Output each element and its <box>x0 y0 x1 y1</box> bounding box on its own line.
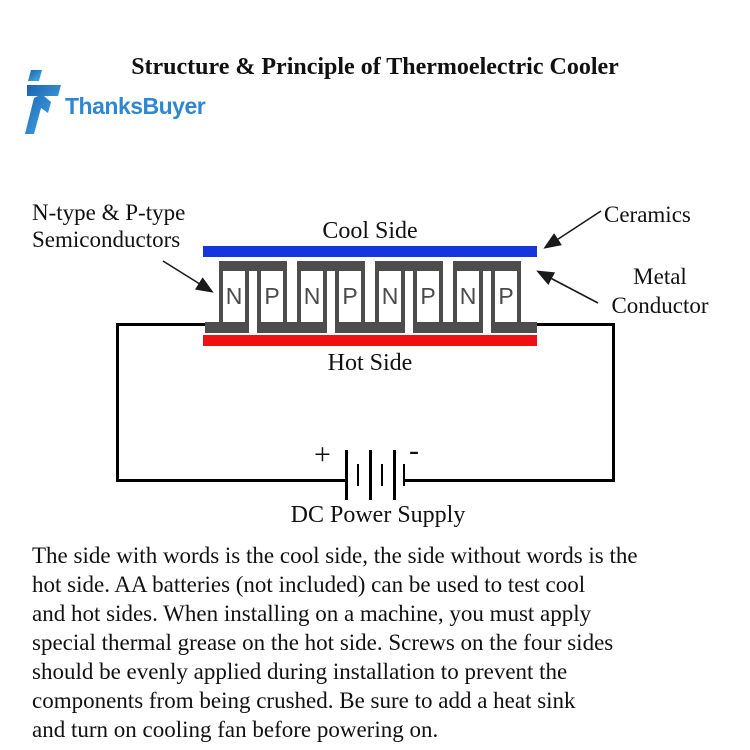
circuit-wire-bottom-right <box>403 479 615 482</box>
semiconductor-block-n: N <box>219 271 249 322</box>
dc-power-supply-label: DC Power Supply <box>290 502 466 528</box>
description-line: and turn on cooling fan before powering on. <box>32 717 439 742</box>
battery-plate-short <box>357 464 359 486</box>
description-line: and hot sides. When installing on a machine, you must apply <box>32 601 592 626</box>
description-line: should be evenly applied during installation to prevent the <box>32 659 568 684</box>
cool-side-ceramic-bar <box>203 246 537 257</box>
description-line: hot side. AA batteries (not included) can be used to test cool <box>32 572 586 597</box>
semiconductor-block-p: P <box>413 271 443 322</box>
battery-plate-long <box>345 450 348 500</box>
top-metal-conductor <box>453 261 521 271</box>
battery-plate-long <box>369 450 372 500</box>
battery-plus-sign: + <box>314 438 331 471</box>
battery-plate-long <box>393 450 396 500</box>
description-line: The side with words is the cool side, the side without words is the <box>32 543 638 568</box>
ceramics-label: Ceramics <box>604 202 691 227</box>
ceramics-arrow <box>546 211 601 247</box>
battery-minus-sign: - <box>409 434 419 467</box>
top-metal-conductor <box>297 261 365 271</box>
semiconductor-block-n: N <box>453 271 483 322</box>
bottom-metal-conductor <box>205 322 249 333</box>
battery-plate-short <box>381 464 383 486</box>
bottom-metal-conductor <box>413 322 483 333</box>
semiconductors-arrow <box>163 261 211 291</box>
circuit-wire-right-horizontal <box>537 323 615 326</box>
bottom-metal-conductor <box>257 322 327 333</box>
circuit-wire-left-vertical <box>116 323 119 482</box>
top-metal-conductor <box>219 261 287 271</box>
metal-conductor-label <box>597 262 723 320</box>
thanksbuyer-logo-icon <box>24 68 62 136</box>
description-line: components from being crushed. Be sure to add a heat sink <box>32 688 576 713</box>
circuit-wire-bottom-left <box>116 479 346 482</box>
description-text <box>32 541 638 744</box>
semiconductor-block-n: N <box>375 271 405 322</box>
cool-side-label: Cool Side <box>322 218 418 244</box>
hot-side-label: Hot Side <box>327 350 413 376</box>
thanksbuyer-logo <box>24 68 206 138</box>
bottom-metal-conductor <box>335 322 405 333</box>
page-title: Structure & Principle of Thermoelectric Cooler <box>131 54 619 80</box>
bottom-metal-conductor <box>491 322 537 333</box>
semiconductor-block-p: P <box>491 271 521 322</box>
semiconductor-block-p: P <box>257 271 287 322</box>
top-metal-conductor <box>375 261 443 271</box>
hot-side-ceramic-bar <box>203 335 537 346</box>
semiconductor-block-n: N <box>297 271 327 322</box>
metal-conductor-arrow <box>539 272 598 303</box>
semiconductor-block-p: P <box>335 271 365 322</box>
battery-plate-short <box>403 464 405 486</box>
circuit-wire-left-horizontal <box>116 323 205 326</box>
semiconductors-label-line1: N-type & P-type <box>32 200 186 225</box>
circuit-wire-right-vertical <box>612 323 615 482</box>
description-line: special thermal grease on the hot side. Screws on the four sides <box>32 630 614 655</box>
thanksbuyer-logo-text: ThanksBuyer <box>65 93 206 119</box>
semiconductors-label-line2: Semiconductors <box>32 227 181 252</box>
semiconductors-label <box>32 199 185 253</box>
metal-conductor-label-line1: Metal <box>633 264 687 289</box>
metal-conductor-label-line2: Conductor <box>611 293 709 318</box>
